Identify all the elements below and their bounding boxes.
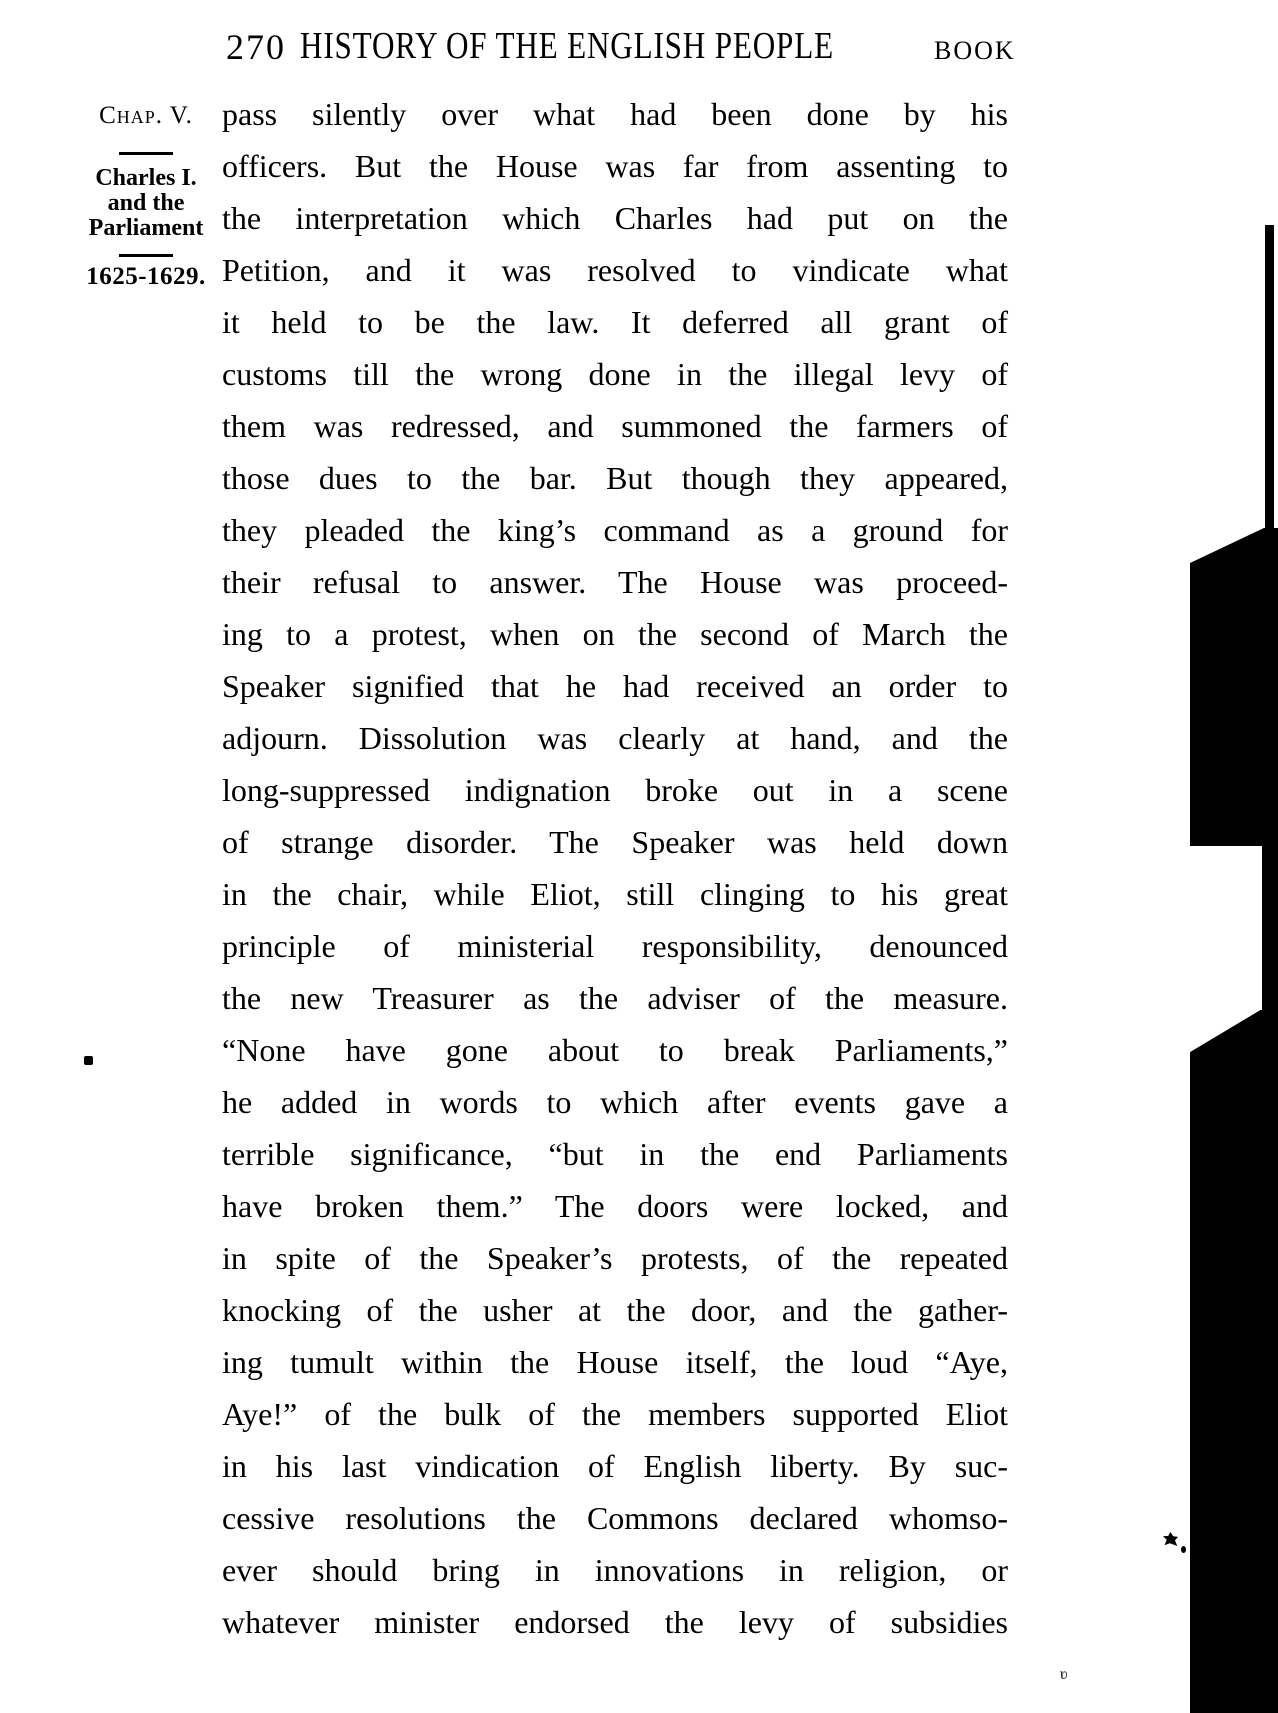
- ink-blot: [84, 1056, 93, 1065]
- running-title: HISTORY OF THE ENGLISH PEOPLE: [300, 25, 834, 67]
- text-line: ever should bring in innovations in religion, or: [222, 1552, 1008, 1588]
- stray-print-mark: ʋ: [1060, 1666, 1068, 1683]
- scan-shadow-blob: [1190, 528, 1278, 846]
- text-line: Speaker signified that he had received an order to: [222, 668, 1008, 704]
- text-line: adjourn. Dissolution was clearly at hand, and the: [222, 720, 1008, 756]
- text-line: cessive resolutions the Commons declared whomso-: [222, 1500, 1008, 1536]
- text-line: customs till the wrong done in the illegal levy of: [222, 356, 1008, 392]
- text-line: terrible significance, “but in the end Parliaments: [222, 1136, 1008, 1172]
- body-text: [222, 88, 1008, 1648]
- text-line: knocking of the usher at the door, and the gather-: [222, 1292, 1008, 1328]
- page-number: 270: [226, 27, 286, 67]
- text-line: in spite of the Speaker’s protests, of the repeated: [222, 1240, 1008, 1276]
- text-line: of strange disorder. The Speaker was held down: [222, 824, 1008, 860]
- section-note: [64, 166, 228, 241]
- scan-shadow-sliver: [1262, 843, 1278, 1013]
- text-line: pass silently over what had been done by his: [222, 96, 1008, 132]
- scan-shadow-strip: [1265, 225, 1274, 537]
- header-book-label: BOOK: [934, 36, 1016, 65]
- section-note-line: and the: [107, 190, 185, 216]
- text-line: principle of ministerial responsibility, denounced: [222, 928, 1008, 964]
- ink-blot: [1163, 1532, 1178, 1546]
- text-line: officers. But the House was far from assenting to: [222, 148, 1008, 184]
- scan-shadow-blob: [1190, 1010, 1278, 1713]
- text-line: their refusal to answer. The House was proceed-: [222, 564, 1008, 600]
- chapter-label: Chap. V.: [99, 102, 193, 129]
- text-line: “None have gone about to break Parliaments,”: [222, 1032, 1008, 1068]
- text-line: the new Treasurer as the adviser of the measure.: [222, 980, 1008, 1016]
- margin-notes: [70, 0, 222, 320]
- text-line: the interpretation which Charles had put on the: [222, 200, 1008, 236]
- text-line: they pleaded the king’s command as a ground for: [222, 512, 1008, 548]
- section-note-line: Parliament: [88, 215, 204, 241]
- margin-rule: [119, 152, 173, 155]
- date-range-note: 1625-1629.: [86, 263, 206, 290]
- text-line: he added in words to which after events gave a: [222, 1084, 1008, 1120]
- text-line: ing to a protest, when on the second of March the: [222, 616, 1008, 652]
- text-line: whatever minister endorsed the levy of subsidies: [222, 1604, 1008, 1640]
- text-line: in the chair, while Eliot, still clinging to his great: [222, 876, 1008, 912]
- text-line: Aye!” of the bulk of the members supported Eliot: [222, 1396, 1008, 1432]
- text-line: in his last vindication of English liberty. By suc-: [222, 1448, 1008, 1484]
- ink-blot: [1181, 1546, 1186, 1553]
- text-line: long-suppressed indignation broke out in a scene: [222, 772, 1008, 808]
- text-line: them was redressed, and summoned the farmers of: [222, 408, 1008, 444]
- text-line: it held to be the law. It deferred all grant of: [222, 304, 1008, 340]
- margin-rule: [119, 254, 173, 257]
- text-line: those dues to the bar. But though they appeared,: [222, 460, 1008, 496]
- text-line: Petition, and it was resolved to vindicate what: [222, 252, 1008, 288]
- text-line: ing tumult within the House itself, the loud “Aye,: [222, 1344, 1008, 1380]
- text-line: have broken them.” The doors were locked, and: [222, 1188, 1008, 1224]
- section-note-line: Charles I.: [95, 165, 197, 191]
